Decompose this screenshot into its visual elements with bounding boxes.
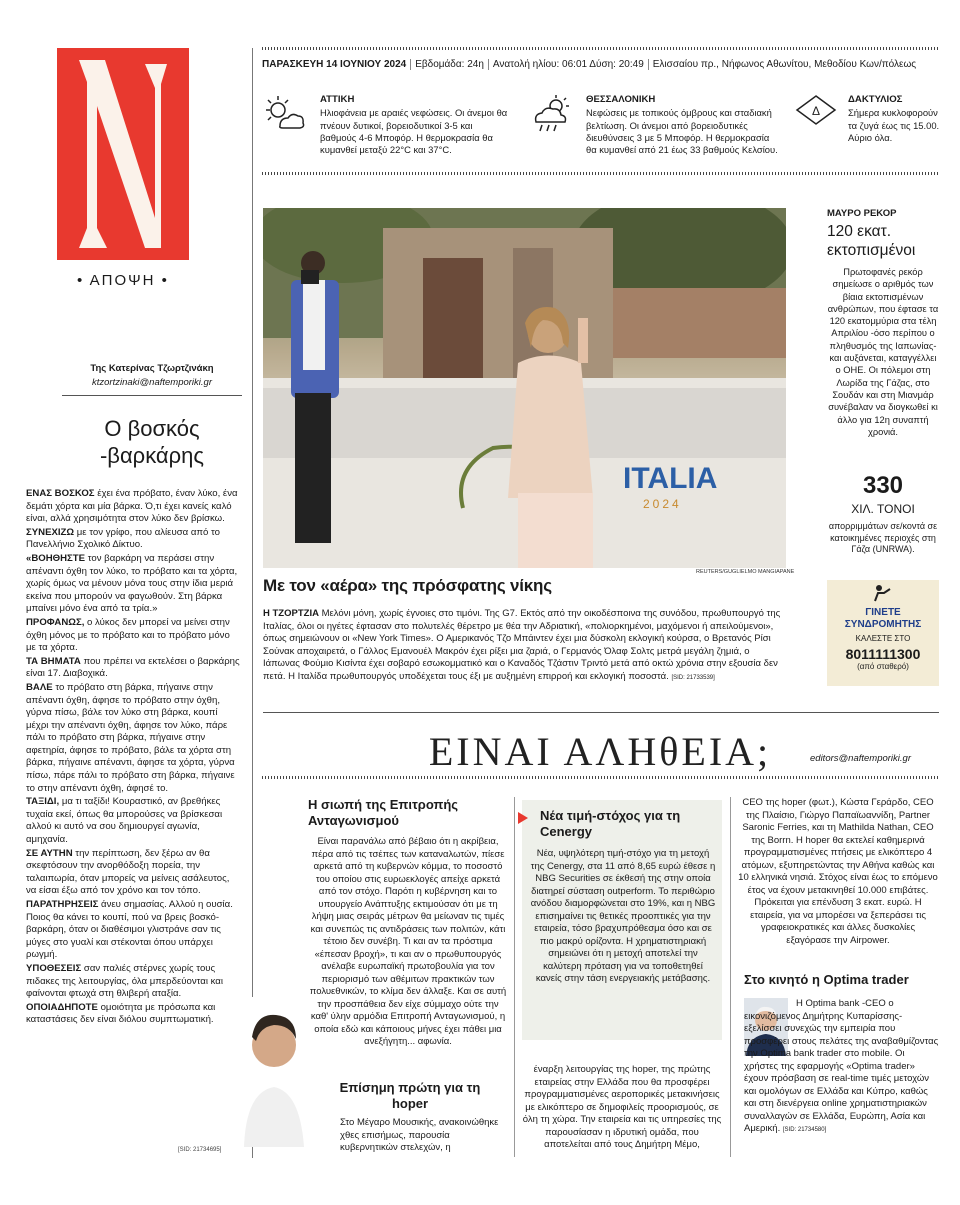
divider xyxy=(263,712,939,713)
paragraph-text: τον βαρκάρη να περάσει στην απέναντι όχθη τον λύκο, το πρόβατο και τα χόρτα, χωρίς όμως να μένουν μόνα τους στην ίδια μεριά εκείνα που μπορούν να φαγωθούν. Στη βάρκα μπαίνει μόνο ένα από τα τρία.» xyxy=(26,552,238,615)
author-email[interactable]: ktzortzinaki@naftemporiki.gr xyxy=(92,377,212,388)
namedays: Ελισσαίου πρ., Νήφωνος Αθωνίτου, Μεθοδίου Κων/πόλεως xyxy=(648,59,920,70)
photo-backdrop-text: ITALIA xyxy=(623,462,718,495)
promo-call: ΚΑΛΕΣΤΕ ΣΤΟ xyxy=(855,634,911,643)
opinion-body xyxy=(26,488,241,1028)
article-body-continued: έναρξη λειτουργίας της hoper, της πρώτης εταιρείας στην Ελλάδα που θα προσφέρει προγραμματισμένες αεροπορικές μετακινήσεις με ελικόπτερο σε δημοφιλείς προορισμούς, σε όλη τη χώρα. Την εταιρεία και τις υπηρεσίες της παρουσίασαν η ιδρυτική ομάδα, που αποτελείται από τους Δημήτρη Μέμο, xyxy=(522,1064,722,1150)
opinion-paragraph xyxy=(26,682,241,795)
promo-note: (από σταθερό) xyxy=(857,662,909,671)
rain-cloud-icon xyxy=(530,94,576,141)
weather-thessaloniki xyxy=(586,94,778,156)
dotted-rule xyxy=(262,47,938,50)
article-title: Επίσημη πρώτη για τη hoper xyxy=(339,1080,481,1111)
opinion-paragraph xyxy=(26,899,241,962)
paragraph-text: που πρέπει να εκτελέσει ο βαρκάρης είναι 17. Διαβοχικά. xyxy=(26,655,240,680)
weather-region: ΘΕΣΣΑΛΟΝΙΚΗ xyxy=(586,94,656,105)
sidebar-title: 120 εκατ. εκτοπισμένοι xyxy=(827,223,916,259)
paragraph-lead: ΒΑΛΕ xyxy=(26,681,53,693)
article-body xyxy=(744,998,940,1137)
paragraph-lead: ΤΑΞΙΔΙ, xyxy=(26,796,60,808)
photo-credit: REUTERS/GUGLIELMO MANGIAPANE xyxy=(696,569,795,575)
stat-number: 330 xyxy=(862,472,904,499)
subscribe-promo[interactable] xyxy=(827,580,939,686)
opinion-title: Ο βοσκός -βαρκάρης xyxy=(99,416,205,468)
paragraph-text: ομοιότητα με πρόσωπα και καταστάσεις δεν είναι διόλου συμπτωματική. xyxy=(26,1001,216,1026)
section-label: • ΑΠΟΨΗ • xyxy=(77,272,169,289)
person-photo xyxy=(238,997,306,1147)
sidebar-body: Πρωτοφανές ρεκόρ σημείωσε ο αριθμός των βίαια εκτοπισμένων ανθρώπων, που έφτασε τα 120 εκατομμύρια στα τέλη Απριλίου -όσο περίπου ο πληθυσμός της Ιαπωνίας- και αυξάνεται, καταγγέλλει ο ΟΗΕ. Οι πόλεμοι στη Λωρίδα της Γάζας, στο Σουδάν και στη Μιανμάρ συνέβαλαν να διογκωθεί κι άλλο για 12η συναπτή χρονιά. xyxy=(827,267,939,437)
weather-text: Σήμερα κυκλοφορούν τα ζυγά έως τις 15.00. Αύριο όλα. xyxy=(848,107,940,143)
photo-backdrop-year: 2024 xyxy=(643,497,682,511)
sun-times: Ανατολή ηλίου: 06:01 Δύση: 20:49 xyxy=(488,59,648,70)
column-divider xyxy=(252,48,253,1158)
paragraph-lead: «ΒΟΗΘΗΣΤΕ xyxy=(26,552,86,564)
article-body: Είναι παρανάλω από βέβαιο ότι η ακρίβεια, πέρα από τις τσέπες των καταναλωτών, πίεσε αρκετά από τη κυβερνών κόμμα, το ποσοστό του οποίου στις ευρωεκλογές απείχε αρκετά από τον στόχο. Παρότι η κυβέρνηση και το υπουργείο Ανάπτυξης εκτιμούσαν ότι με τη λήψη μιας σειράς μέτρων θα μείωναν τις τιμές και συνεπώς τις αντιδράσεις των πολιτών, κάτι τέτοιο δεν συνέβη. Τι και αν τα πρόστιμα «έπεσαν βροχή», τι και αν ο πρωθυπουργός ανέλαβε ευρωπαϊκή πρωτοβουλία για τον περιορισμό των αθέμιτων πρακτικών των πολυεθνικών, το κλίμα δεν άλλαξε. Και σε αυτή την προσπάθεια δεν είχε σύμμαχο ούτε την καθ' ύλην αρμόδια Επιτροπή Ανταγωνισμού, η οποία εδώ και κάποιους μήνες έχει πάθει μια ανεξήγητη... αφωνία. xyxy=(309,836,507,1047)
paragraph-lead: ΟΠΟΙΑΔΗΠΟΤΕ xyxy=(26,1001,98,1013)
article-title: Η σιωπή της Επιτροπής Ανταγωνισμού xyxy=(308,797,459,828)
opinion-paragraph xyxy=(26,656,241,681)
author-name: Της Κατερίνας Τζωρτζινάκη xyxy=(90,363,214,374)
paragraph-lead: ΥΠΟΘΕΣΕΙΣ xyxy=(26,962,82,974)
promo-title: ΓΙΝΕΤΕ ΣΥΝΔΡΟΜΗΤΗΣ xyxy=(844,607,922,630)
n-logo-icon xyxy=(57,48,189,260)
lead-body xyxy=(263,608,786,684)
weather-attica xyxy=(320,94,510,156)
paragraph-text: με τον γρίφο, που αλίευσα από το Πανελλήνιο Σχολικό Δίκτυο. xyxy=(26,526,220,551)
article-title: Στο κινητό η Optima trader xyxy=(744,972,909,987)
paragraph-text: το πρόβατο στη βάρκα, πήγαινε στην απέναντι όχθη, άφησε το πρόβατο στην όχθη, γύρνα πίσω, βάλε τον λύκο στη βάρκα, κουπί μέχρι την απέναντι όχθη, άφησε τον λύκο, πάρε πάλι το πρόβατο στη βάρκα, πήγαινε στην αφετηρία, άφησε το πρόβατο, βάλε τα χόρτα στη βάρκα, πήγαινε απέναντι, άφησε τα χόρτα, γύρνα πίσω, πάρε πάλι το πρόβατο στη βάρκα, πήγαινε το στην απέναντι όχθη, άφησέ το. xyxy=(26,681,235,794)
section-email[interactable]: editors@naftemporiki.gr xyxy=(810,753,911,764)
sid-ref: [SID: 21734695] xyxy=(178,1147,222,1153)
article-body-continued: CEO της hoper (φωτ.), Κώστα Γεράρδο, CEO της Πλαίσιο, Γιώργο Παπαϊωαννίδη, Partner Saronic Ferries, και τη Mathilda Nathan, CEO της Borrn. Η hoper θα εκτελεί καθημερινά προγραμματισμένες πτήσεις με ελικόπτερο 4 ατόμων, εξυπηρετώντας την Αθήνα καθώς και 10 ελληνικά νησιά. Στόχος είναι έως το επόμενο έτος να έχουν μετακινηθεί 10.000 επιβάτες. Πρόκειται για επένδυση 3 εκατ. ευρώ. Η εταιρεία, για να μπορέσει να ξεπεράσει τις γραφειοκρατικές και άλλες δυσκολίες εξαγόρασε την Airpower. xyxy=(738,797,938,946)
date-strip xyxy=(262,59,938,70)
stat-unit: ΧΙΛ. ΤΟΝΟΙ xyxy=(851,502,915,516)
arrow-icon xyxy=(516,810,530,831)
divider xyxy=(62,395,242,396)
lead-photo xyxy=(263,208,786,568)
weather-ring xyxy=(848,94,940,144)
dotted-rule xyxy=(262,172,938,175)
opinion-paragraph xyxy=(26,963,241,1001)
lead-headline: Με τον «αέρα» της πρόσφατης νίκης xyxy=(263,576,552,595)
promo-phone[interactable]: 8011111300 xyxy=(845,646,921,662)
article-text: Η Optima bank -CEO ο εικονιζόμενος Δημήτρης Κυπαρίσσης- εξελίσσει συνεχώς την εμπειρία που προσφέρει στους πελάτες της αναβαθμίζοντας την Optima bank trader στο mobile. Οι χρήστες της εφαρμογής «Optima trader» έχουν πρόσβαση σε real-time τιμές μετοχών και ομολόγων σε Ελλάδα και Κύπρο, καθώς και στη διενέργεια online χρηματιστηριακών συναλλαγών σε Ελλάδα, Ευρώπη, Ασία και Αμερική. xyxy=(744,998,939,1134)
paragraph-text: ο λύκος δεν μπορεί να μείνει στην όχθη μόνος με το πρόβατο και το πρόβατο μόνο με τα χόρτα. xyxy=(26,616,230,654)
opinion-paragraph xyxy=(26,527,241,552)
paragraph-lead: ΣΕ ΑΥΤΗΝ xyxy=(26,847,73,859)
opinion-paragraph xyxy=(26,617,241,655)
paragraph-text: την περίπτωση, δεν ξέρω αν θα σκεφτόσουν την ανορθόδοξη πορεία, την ταλαιπωρία, όταν μπορείς να μείνεις ασάλευτος, να είσαι έξω από τον χρόνο και τον τόπο. xyxy=(26,847,230,897)
paragraph-lead: ΠΡΟΦΑΝΩΣ, xyxy=(26,616,85,628)
paragraph-lead: ΕΝΑΣ ΒΟΣΚΟΣ xyxy=(26,488,95,499)
section-title: ΕΙΝΑΙ ΑΛΗθΕΙΑ; xyxy=(428,729,772,774)
weather-region: ΑΤΤΙΚΗ xyxy=(320,94,355,105)
opinion-paragraph xyxy=(26,488,241,526)
paragraph-lead: ΣΥΝΕΧΙΖΩ xyxy=(26,526,75,538)
lead-text: Μελόνι μόνη, χωρίς έγνοιες στο τιμόνι. Της G7. Εκτός από την οικοδέσποινα της συνόδου, πρωθυπουργό της Ιταλίας, όλοι οι ηγέτες έφτασαν στο πολυτελές θέρετρο με θέα την Αδριατική, «πολιορκημένοι, μαχόμενοι ή απειλούμενοι», όπως σημειώνουν οι «New York Times». Ο Αμερικανός Τζο Μπάιντεν έχει μια δύσκολη εκλογική κούρσα, ο Βρετανός Ρίσι Σούνακ αποχαιρετά, ο Γάλλος Εμανουέλ Μακρόν έχει ρίξει μια ζαριά, ο Γερμανός Όλαφ Σολτς μετρά μεγάλη ζημιά, ο Ιάπωνας Φούμιο Κισίντα έχει σοβαρό εσωκομματικό και ο Καναδός Τζάστιν Τριντό μετά από οκτώ χρόνια στην εξουσία δεν πετά. Η Ιταλίδα πρωθυπουργός υποδέχεται τους έξι με αυξημένη επιρροή και εκλογική ποσοστά. xyxy=(263,608,781,682)
avatar xyxy=(238,997,306,1147)
paragraph-text: έχει ένα πρόβατο, έναν λύκο, ένα δεμάτι χόρτα και μία βάρκα. Ό,τι έχει κανείς καλό είναι, αλλά χρησιμότητα στον λύκο δεν βρίσκω. xyxy=(26,488,238,525)
opinion-paragraph xyxy=(26,553,241,616)
byline xyxy=(62,362,242,390)
svg-text:Δ: Δ xyxy=(811,104,821,118)
meloni-photo-illustration xyxy=(263,208,786,568)
sid-ref: [SID: 21733539] xyxy=(671,674,715,681)
paragraph-lead: ΤΑ ΒΗΜΑΤΑ xyxy=(26,655,81,667)
dotted-rule xyxy=(262,776,938,779)
opinion-paragraph xyxy=(26,1002,241,1027)
paragraph-text: μα τι ταξίδι! Κουραστικό, αν βρεθήκες τυχαία εκεί, όπως θα μπορούσες να βρίσκεσαι αλλού κι αυτό να σου δημιουργεί αγωνία, αμηχανία. xyxy=(26,796,223,846)
paragraph-lead: ΠΑΡΑΤΗΡΗΣΕΙΣ xyxy=(26,899,99,910)
newspaper-logo xyxy=(57,48,189,260)
sidebar-kicker: ΜΑΥΡΟ ΡΕΚΟΡ xyxy=(827,208,897,219)
lead-kicker: Η ΤΖΟΡΤΖΙΑ xyxy=(263,608,319,619)
column-divider xyxy=(730,797,731,1157)
weather-text: Ηλιοφάνεια με αραιές νεφώσεις. Οι άνεμοι θα πνέουν δυτικοί, βορειοδυτικοί 3-5 και βαθμούς 4-6 Μποφόρ. Η θερμοκρασία θα κυμανθεί μεταξύ 22°C και 37°C. xyxy=(320,107,508,156)
issue-date: ΠΑΡΑΣΚΕΥΗ 14 ΙΟΥΝΙΟΥ 2024 xyxy=(262,59,407,70)
week-number: Εβδομάδα: 24η xyxy=(410,59,488,70)
paragraph-text: σαν παλιές στέρνες χωρίς τους πιδακες της λειτουργίας, όλα μπερδεύονται και φαίνονται φτωχά στη θλιβερή αταξία. xyxy=(26,962,223,1000)
traffic-ring-icon xyxy=(795,94,837,131)
sid-ref: [SID: 21734580] xyxy=(782,1127,827,1133)
paragraph-text: άνευ σημασίας. Αλλού η ουσία. Ποιος θα κάνει το κουπί, πού να βρεις βοσκό-βαρκάρη, όταν οι διαθέσιμοι γλιστράνε σαν τις μύγες στο γυαλί και στέκονται όπου υπάρχει ρωγμή. xyxy=(26,899,233,961)
sun-cloud-icon xyxy=(262,94,306,139)
article-body: Νέα, υψηλότερη τιμή-στόχο για τη μετοχή της Cenergy, στα 11 από 8,65 ευρώ έθεσε η NBG Securities σε έκθεσή της στην οποία διατηρεί σύσταση outperform. Το περιθώριο ανόδου διαμορφώνεται στο 19%, και η NBG επισημαίνει τις θετικές προοπτικές για την εταιρεία, τόσο βραχυπρόθεσμα όσο και σε πιο μακρύ ορίζοντα. Η χρηματιστηριακή σημειώνει ότι η μετοχή αποτελεί την καλύτερη πρόταση για να τοποθετηθεί κανείς στην τάση ενεργειακής μετάβασης. xyxy=(530,848,716,984)
stat-desc: απορριμμάτων σε/κοντά σε κατοικημένες περιοχές στη Γάζα (UNRWA). xyxy=(828,521,938,554)
article-body: Στο Μέγαρο Μουσικής, ανακοινώθηκε χθες επισήμως, παρουσία κυβερνητικών στελεχών, η xyxy=(340,1117,499,1153)
weather-text: Νεφώσεις με τοπικούς όμβρους και σταδιακή βελτίωση. Οι άνεμοι από βορειοδυτικές διευθύνσεις 3 με 5 Μποφόρ. Η θερμοκρασία θα κυμανθεί από 21 έως 33 βαθμούς Κελσίου. xyxy=(586,107,778,156)
opinion-paragraph xyxy=(26,848,241,898)
subscriber-icon xyxy=(827,584,939,607)
opinion-paragraph xyxy=(26,796,241,846)
article-title: Νέα τιμή-στόχος για τη Cenergy xyxy=(540,808,681,839)
column-divider xyxy=(514,797,515,1157)
weather-region: ΔΑΚΤΥΛΙΟΣ xyxy=(848,94,903,105)
